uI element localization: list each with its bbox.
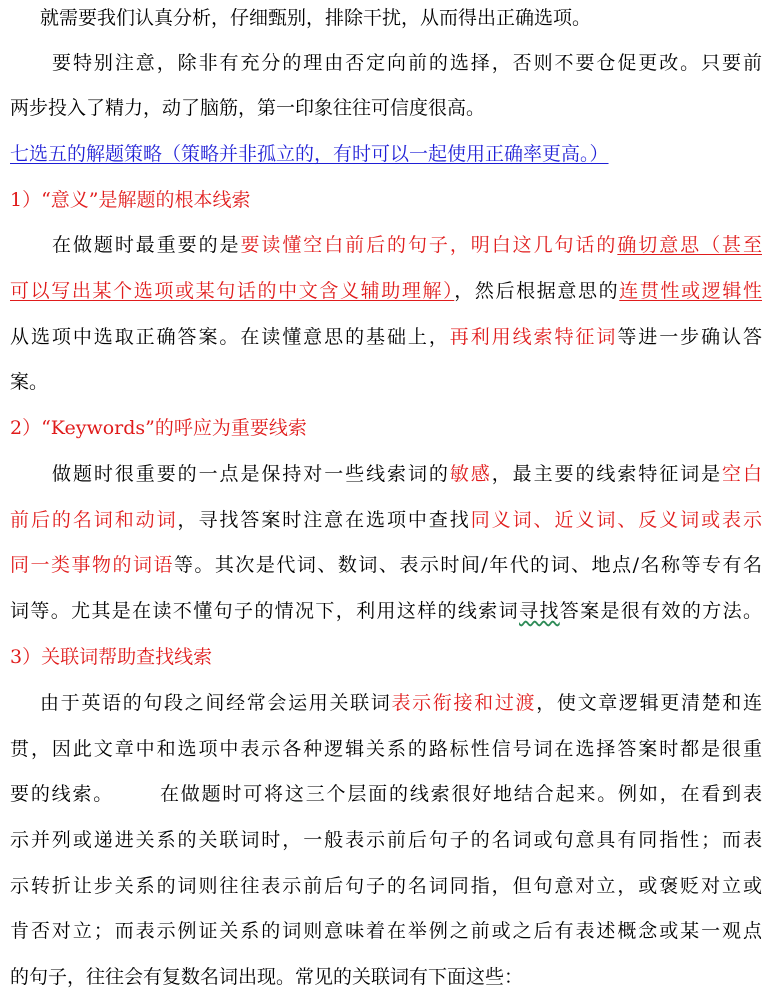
paragraph-line	[10, 0, 762, 36]
text: 由于英语的句段之间经常会运用关联词	[40, 692, 392, 714]
text: 案。	[10, 371, 49, 393]
strategy-link[interactable]	[10, 136, 762, 172]
paragraph-line	[10, 913, 762, 949]
text: 等。其次是代词、数词、表示时间/年代的词、地点/名称等专有名	[173, 554, 762, 576]
paragraph-line	[10, 90, 762, 126]
text: ，寻找答案时注意在选项中查找	[177, 509, 471, 531]
text: 等进一步确认答	[617, 326, 762, 348]
paragraph-line	[10, 685, 762, 721]
text: 示转折让步关系的词则往往表示前后句子的名词同指，但句意对立，或褒贬对立或	[10, 875, 762, 897]
text: 肯否对立；而表示例证关系的词则意味着在举例之前或之后有表述概念或某一观点	[10, 920, 762, 942]
strategy-link-text[interactable]: 七选五的解题策略（策略并非孤立的，有时可以一起使用正确率更高。）	[10, 143, 609, 165]
text: 做题时很重要的一点是保持对一些线索词的	[52, 463, 450, 485]
highlight-underline-text: 可以写出某个选项或某句话的中文含义辅助理解）	[10, 280, 455, 302]
section-heading-2	[10, 410, 762, 446]
section-heading-3	[10, 639, 762, 675]
paragraph-line	[10, 731, 762, 767]
paragraph-line	[10, 959, 762, 995]
highlight-text: 表示衔接和过渡	[391, 692, 537, 714]
paragraph-line	[10, 45, 762, 81]
paragraph-line	[10, 776, 762, 812]
highlight-text: 同一类事物的词语	[10, 554, 174, 576]
highlight-text: 再利用线索特征词	[449, 326, 618, 348]
heading-text: 1）“意义”是解题的根本线索	[10, 189, 251, 211]
text: 要特别注意，除非有充分的理由否定向前的选择，否则不要仓促更改。只要前	[52, 52, 762, 74]
text: 贯，因此文章中和选项中表示各种逻辑关系的路标性信号词在选择答案时都是很重	[10, 738, 762, 760]
text: 示并列或递进关系的关联词时，一般表示前后句子的名词或句意具有同指性；而表	[10, 829, 762, 851]
text: 在做题时可将这三个层面的线索很好地结合起来。例如，在看到表	[158, 783, 762, 805]
highlight-underline-text: 确切意思（甚至	[617, 234, 762, 256]
text: 在做题时最重要的是	[52, 234, 241, 256]
paragraph-line	[10, 547, 762, 583]
paragraph-line	[10, 593, 762, 629]
paragraph-line	[10, 273, 762, 309]
highlight-text: 要读懂空白前后的句子，明白这几句话的	[240, 234, 618, 256]
heading-text: 2）“Keywords”的呼应为重要线索	[10, 417, 307, 439]
highlight-text: 敏感	[449, 463, 492, 485]
text: ，然后根据意思的	[454, 280, 620, 302]
highlight-underline-text: 连贯性或逻辑性	[619, 280, 762, 302]
text: 就需要我们认真分析，仔细甄别，排除干扰，从而得出正确选项。	[40, 7, 592, 29]
heading-text: 3）关联词帮助查找线索	[10, 646, 213, 668]
text: 从选项中选取正确答案。在读懂意思的基础上，	[10, 326, 450, 348]
paragraph-line	[10, 227, 762, 263]
paragraph-line	[10, 456, 762, 492]
highlight-text: 同义词、近义词、反义词或表示	[470, 509, 762, 531]
text: 两步投入了精力，动了脑筋，第一印象往往可信度很高。	[10, 97, 486, 119]
paragraph-line	[10, 319, 762, 355]
text: 要的线索。	[10, 783, 115, 805]
highlight-text: 前后的名词和动词	[10, 509, 178, 531]
text: 的句子，往往会有复数名词出现。常见的关联词有下面这些：	[10, 966, 524, 988]
paragraph-line	[10, 868, 762, 904]
paragraph-line	[10, 502, 762, 538]
highlight-text: 空白	[722, 463, 762, 485]
text: ，使文章逻辑更清楚和连	[536, 692, 762, 714]
text: 答案是很有效的方法。	[559, 600, 762, 622]
paragraph-line	[10, 364, 762, 400]
text: 词等。尤其是在读不懂句子的情况下，利用这样的线索词	[10, 600, 519, 622]
text: ，最主要的线索特征词是	[491, 463, 723, 485]
paragraph-line	[10, 822, 762, 858]
section-heading-1	[10, 182, 762, 218]
spellcheck-underlined-text: 寻找	[519, 600, 560, 622]
